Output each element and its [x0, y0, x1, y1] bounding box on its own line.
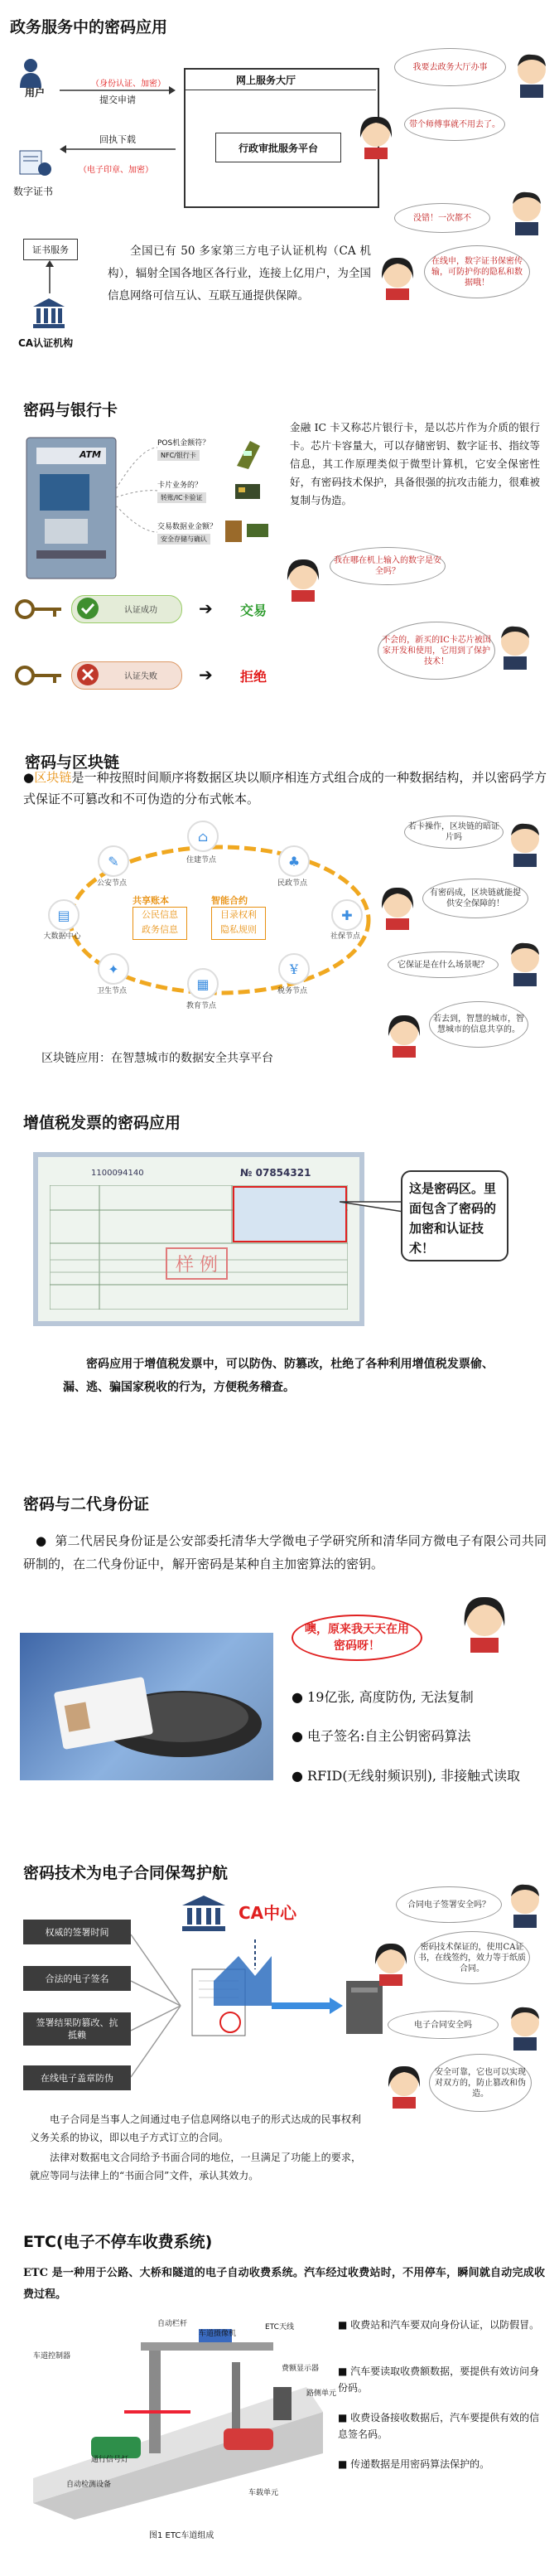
woman-avatar-2 [376, 254, 419, 300]
woman-avatar-6 [457, 1591, 512, 1653]
etc-label-1: 车道控制器 [33, 2352, 71, 2361]
invoice-stamp: 样 例 [166, 1247, 228, 1280]
section3-caption: 区块链应用：在智慧城市的数据安全共享平台 [41, 1052, 273, 1065]
section2-paragraph: 金融 IC 卡又称芯片银行卡，是以芯片作为介质的银行卡。芯片卡容量大，可以存储密钥、数字证书、指纹等信息，其工作原理类似于微型计算机，它安全保密性好，有密码技术保护，具备很强的抗攻击能力，很难被复制与伪造。 [290, 421, 540, 506]
card-icon [234, 479, 262, 504]
section4-title: 增值税发票的密码应用 [23, 1114, 181, 1132]
pos-note: NFC/银行卡 [157, 450, 200, 461]
up-arrow [46, 260, 54, 293]
bubble-6: 不会的，新买的IC卡芯片被国家开发和使用，它用到了保护技术！ [378, 622, 495, 680]
user-label: 用户 [25, 87, 46, 99]
bullet-dot: ● [23, 770, 35, 785]
node-jiaoyu: ▦ [187, 968, 219, 1000]
section6-paragraph-1: 电子合同是当事人之间通过电子信息网络以电子的形式达成的民事权利义务关系的协议，即以电子方式订立的合同。 [30, 2114, 361, 2143]
section7-title: ETC(电子不停车收费系统) [23, 2233, 213, 2251]
bubble-8: 有密码成，区块链就能提供安全保障的！ [422, 879, 528, 918]
woman-avatar-3 [282, 555, 325, 602]
etc-bullet-3: ■ 收费设备接收数据后，汽车要提供有效的信息签名码。 [338, 2412, 540, 2440]
key-icon-fail [15, 663, 65, 688]
section2-title: 密码与银行卡 [23, 401, 118, 419]
bubble-5: 我在哪在机上输入的数字是安全吗？ [330, 547, 446, 585]
ca-label: CA认证机构 [18, 337, 74, 349]
card-reader-device [232, 438, 265, 471]
etc-label-2: 自动栏杆 [157, 2320, 188, 2328]
bubble-11: 合同电子签署安全吗？ [396, 1886, 502, 1923]
etc-label-9: 车载单元 [248, 2489, 279, 2497]
ca-center-label: CA中心 [239, 1903, 297, 1923]
section1-paragraph: 全国已有 50 多家第三方电子认证机构（CA 机构），辐射全国各地区各行业，连接上亿用户，为全国信息网络可信互认、互联互通提供保障。 [108, 245, 371, 303]
contract-item-2: 合法的电子签名 [23, 1966, 131, 1991]
trade-label: 交易数据业金额？ [157, 523, 218, 531]
section3-title: 密码与区块链 [25, 753, 120, 772]
key-icon-success [15, 597, 65, 622]
blockchain-term: 区块链 [34, 770, 72, 785]
bubble-13: 电子合同安全吗 [388, 2011, 499, 2039]
atm-label: ATM [80, 449, 101, 460]
cert-label: 数字证书 [13, 186, 54, 197]
man-avatar-1 [512, 51, 552, 98]
node-weisheng: ✦ [98, 953, 129, 985]
node-shuiwu: ¥ [278, 953, 310, 985]
etc-bullet-2-text: 汽车要读取收费额数据，要提供有效访问身份码。 [338, 2365, 540, 2394]
node-shuiwu-label: 税务节点 [277, 987, 307, 995]
dashed-links [116, 439, 240, 547]
reply-note: （电子印章、加密） [79, 166, 153, 175]
node-data-center: ▤ [48, 899, 80, 931]
atm-machine [22, 433, 121, 582]
etc-caption: 图1 ETC车道组成 [149, 2531, 214, 2540]
idcard-bullet-2: ● 电子签名:自主公钥密码算法 [292, 1728, 471, 1744]
platform-label: 行政审批服务平台 [215, 133, 341, 162]
idcard-bullet-3-text: RFID(无线射频识别), 非接触式读取 [307, 1768, 521, 1784]
transfer-label: 卡片业务的？ [157, 482, 203, 490]
contract-item-4: 在线电子盖章防伪 [23, 2065, 131, 2090]
idcard-bullet-1: ● 19亿张, 高度防伪, 无法复制 [292, 1689, 474, 1705]
auth-success-label: 认证成功 [124, 606, 157, 615]
etc-bullet-1-text: 收费站和汽车要双向身份认证，以防假冒。 [350, 2319, 540, 2331]
node-data-center-label: 大数据中心 [43, 932, 81, 941]
etc-label-4: ETC天线 [265, 2323, 294, 2331]
deal-label: 交易 [240, 603, 267, 618]
trade-device-icon [224, 517, 272, 545]
bubble-3: 没错！一次都不 [394, 203, 490, 233]
node-minzheng: ♣ [278, 845, 310, 877]
man-avatar-5 [505, 940, 545, 986]
shared-ledger-title: 共享账本 [133, 895, 169, 906]
bubble-14: 安全可靠，它也可以实现对双方的，防止篡改和伪造。 [429, 2054, 532, 2112]
download-arrow [60, 145, 176, 153]
node-gongan-label: 公安节点 [96, 879, 127, 888]
woman-avatar-4 [376, 884, 419, 930]
arrow-right-1: ➔ [199, 598, 213, 618]
smart-contract-title: 智能合约 [211, 895, 248, 906]
refuse-label: 拒绝 [240, 669, 267, 685]
contract-flow [131, 1923, 388, 2097]
man-avatar-4 [505, 821, 545, 867]
section5-paragraph [23, 1529, 547, 1576]
idcard-text: 第二代居民身份证是公安部委托清华大学微电子学研究所和清华同方微电子有限公司共同研制的，在二代身份证中，解开密码是某种自主加密算法的密钥。 [23, 1533, 547, 1571]
woman-avatar-5 [383, 1011, 426, 1058]
etc-label-6: 路侧单元 [306, 2390, 337, 2398]
card-reader-illustration [33, 1649, 265, 1774]
idcard-bullet-1-text: 19亿张, 高度防伪, 无法复制 [307, 1689, 474, 1705]
bubble-1: 我要去政务大厅办事 [394, 48, 506, 86]
invoice-code: 1100094140 [91, 1169, 144, 1178]
bubble-12: 密码技术保证的，使用CA证书，在线签约，效力等于纸质合同。 [414, 1931, 530, 1984]
download-label: 回执下载 [99, 134, 136, 145]
etc-bullet-3-text: 收费设备接收数据后，汽车要提供有效的信息签名码。 [338, 2412, 540, 2440]
password-area-callout: 这是密码区。里面包含了密码的加密和认证技术！ [401, 1170, 508, 1261]
bubble-10: 若去到，智慧的城市，智慧城市的信息共享的。 [429, 1001, 528, 1048]
certificate-icon [17, 149, 55, 179]
node-shebao-label: 社保节点 [330, 932, 360, 941]
man-avatar-7 [505, 2004, 545, 2051]
bubble-4: 在线申，数字证书保密传输，可防护你的隐私和数据哦！ [424, 245, 530, 298]
node-zhujian: ⌂ [187, 821, 219, 852]
section6-title: 密码技术为电子合同保驾护航 [23, 1864, 229, 1882]
woman-avatar-7 [369, 1939, 412, 1986]
woman-avatar-1 [354, 113, 398, 159]
auth-fail-label: 认证失败 [124, 672, 157, 681]
blockchain-definition: 是一种按照时间顺序将数据区块以顺序相连方式组合成的一种数据结构，并以密码学方式保证不可篡改和不可伪造的分布式帐本。 [23, 770, 547, 806]
idcard-bullet-2-text: 电子签名:自主公钥密码算法 [307, 1728, 471, 1744]
node-zhujian-label: 住建节点 [186, 856, 216, 864]
section3-paragraph [23, 767, 547, 810]
section1-title: 政务服务中的密码应用 [10, 18, 168, 36]
idcard-bullet-3: ● RFID(无线射频识别), 非接触式读取 [292, 1768, 521, 1784]
etc-label-8: 自动检测设备 [66, 2481, 112, 2489]
invoice-number: № 07854321 [240, 1167, 311, 1179]
user-icon [18, 58, 43, 88]
woman-avatar-8 [383, 2062, 426, 2109]
check-icon [76, 597, 99, 620]
man-avatar-3 [495, 623, 535, 670]
etc-label-7: 通行信号灯 [91, 2456, 129, 2464]
etc-label-3: 车道摄像机 [199, 2330, 237, 2338]
section6-paragraph-2: 法律对数据电文合同给予书面合同的地位，一旦满足了功能上的要求，就应等同与法律上的“书面合同”文件，承认其效力。 [30, 2152, 361, 2181]
bubble-7: 若卡操作，区块链的暗证片吗 [404, 816, 504, 849]
man-avatar-6 [505, 1881, 545, 1928]
cross-icon [76, 663, 99, 686]
hall-label: 网上服务大厅 [236, 75, 296, 86]
auth-note: （身份认证、加密） [91, 80, 166, 89]
node-weisheng-label: 卫生节点 [96, 987, 127, 995]
submit-label: 提交申请 [99, 94, 136, 105]
etc-bullet-4-text: 传递数据是用密码算法保护的。 [350, 2458, 490, 2470]
bubble-9: 它保证是在什么场景呢？ [388, 951, 499, 978]
arrow-right-2: ➔ [199, 665, 213, 685]
bank-icon [31, 297, 66, 330]
node-jiaoyu-label: 教育节点 [186, 1002, 216, 1010]
etc-bullet-2: ■ 汽车要读取收费额数据，要提供有效访问身份码。 [338, 2365, 540, 2394]
node-gongan: ✎ [98, 845, 129, 877]
node-shebao: ✚ [331, 899, 363, 931]
bullet-dot-2: ● [36, 1533, 55, 1548]
node-minzheng-label: 民政节点 [277, 879, 307, 888]
trade-note: 安全存储与确认 [157, 534, 210, 545]
section4-paragraph: 密码应用于增值税发票中，可以防伪、防篡改，杜绝了各种利用增值税发票偷、漏、逃、骗国家税收的行为，方便税务稽查。 [63, 1358, 494, 1394]
section5-title: 密码与二代身份证 [23, 1495, 150, 1513]
pos-label: POS机金额符？ [157, 439, 210, 448]
section7-paragraph: ETC 是一种用于公路、大桥和隧道的电子自动收费系统。汽车经过收费站时，不用停车，瞬间就自动完成收费过程。 [23, 2267, 545, 2301]
etc-bullet-1: ■ 收费站和汽车要双向身份认证，以防假冒。 [338, 2319, 540, 2331]
bubble-2: 带个师傅事就不用去了。 [404, 108, 505, 141]
shared-ledger-box: 公民信息 政务信息 [133, 907, 187, 940]
man-avatar-2 [507, 189, 547, 235]
cert-service-box: 证书服务 [23, 239, 78, 260]
etc-label-5: 费额显示器 [282, 2365, 320, 2373]
transfer-note: 转账/IC卡验证 [157, 492, 206, 503]
contract-item-1: 权威的签署时间 [23, 1920, 131, 1944]
idcard-bubble: 噢，原来我天天在用密码呀！ [292, 1615, 422, 1661]
smart-contract-box: 目录权利 隐私规则 [211, 907, 266, 940]
contract-item-3: 签署结果防篡改、抗抵赖 [23, 2012, 131, 2046]
etc-bullet-4: ■ 传递数据是用密码算法保护的。 [338, 2458, 490, 2470]
